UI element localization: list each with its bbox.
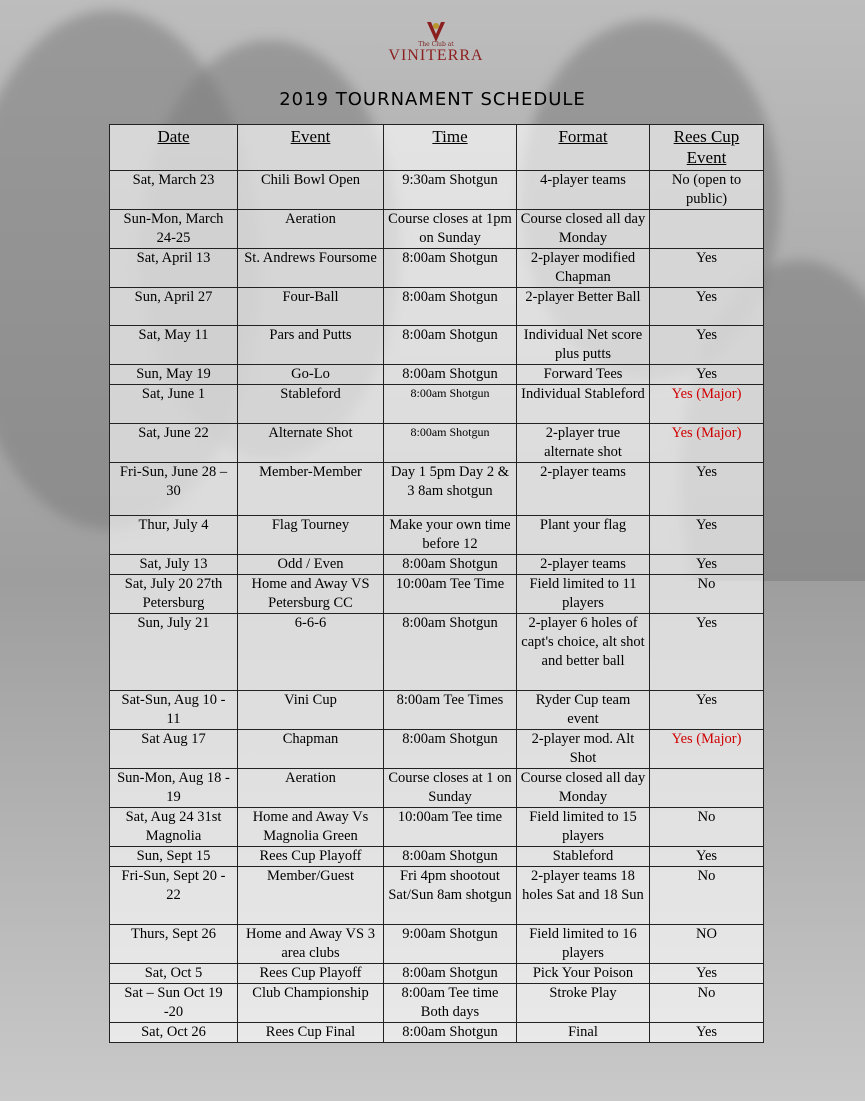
table-row — [110, 365, 764, 385]
cell-rees-cup: Yes — [650, 288, 764, 326]
cell-rees-cup: No — [650, 867, 764, 925]
cell-time: Make your own time before 12 — [384, 516, 517, 555]
cell-date: Fri-Sun, June 28 – 30 — [110, 463, 238, 516]
cell-time: 8:00am Shotgun — [384, 555, 517, 575]
cell-date: Sun-Mon, March 24-25 — [110, 210, 238, 249]
cell-event: Chili Bowl Open — [238, 171, 384, 210]
cell-format: Ryder Cup team event — [517, 691, 650, 730]
cell-rees-cup: Yes — [650, 1023, 764, 1043]
cell-time: 8:00am Shotgun — [384, 385, 517, 424]
table-row — [110, 555, 764, 575]
cell-event: Vini Cup — [238, 691, 384, 730]
cell-date: Sun, July 21 — [110, 614, 238, 691]
cell-time: 8:00am Shotgun — [384, 326, 517, 365]
cell-rees-cup: Yes — [650, 365, 764, 385]
cell-date: Thurs, Sept 26 — [110, 925, 238, 964]
cell-date: Sat, Aug 24 31st Magnolia — [110, 808, 238, 847]
cell-time: 8:00am Tee time Both days — [384, 984, 517, 1023]
table-row — [110, 925, 764, 964]
cell-time: 9:30am Shotgun — [384, 171, 517, 210]
col-header-rees: Rees Cup Event — [650, 125, 764, 171]
cell-format: 2-player teams — [517, 555, 650, 575]
cell-event: Member/Guest — [238, 867, 384, 925]
cell-time: 10:00am Tee time — [384, 808, 517, 847]
cell-date: Sat-Sun, Aug 10 - 11 — [110, 691, 238, 730]
cell-date: Thur, July 4 — [110, 516, 238, 555]
cell-event: Odd / Even — [238, 555, 384, 575]
cell-date: Sat, March 23 — [110, 171, 238, 210]
cell-date: Sat, July 13 — [110, 555, 238, 575]
cell-format: Stroke Play — [517, 984, 650, 1023]
table-row — [110, 210, 764, 249]
cell-format: 2-player Better Ball — [517, 288, 650, 326]
cell-event: Flag Tourney — [238, 516, 384, 555]
table-row — [110, 808, 764, 847]
cell-rees-cup: NO — [650, 925, 764, 964]
cell-rees-cup: Yes — [650, 691, 764, 730]
table-row — [110, 575, 764, 614]
cell-format: Pick Your Poison — [517, 964, 650, 984]
cell-event: Aeration — [238, 769, 384, 808]
cell-format: 2-player 6 holes of capt's choice, alt shot and better ball — [517, 614, 650, 691]
cell-date: Sat, July 20 27th Petersburg — [110, 575, 238, 614]
cell-event: Aeration — [238, 210, 384, 249]
col-header-event: Event — [238, 125, 384, 171]
cell-format: 4-player teams — [517, 171, 650, 210]
cell-event: St. Andrews Foursome — [238, 249, 384, 288]
cell-event: Rees Cup Final — [238, 1023, 384, 1043]
cell-time: 8:00am Shotgun — [384, 249, 517, 288]
cell-format: Field limited to 16 players — [517, 925, 650, 964]
cell-event: Home and Away VS Petersburg CC — [238, 575, 384, 614]
table-header-row — [110, 125, 764, 171]
cell-event: Club Championship — [238, 984, 384, 1023]
cell-rees-cup: No — [650, 575, 764, 614]
cell-format: 2-player true alternate shot — [517, 424, 650, 463]
cell-rees-cup: Yes (Major) — [650, 385, 764, 424]
cell-date: Sat, Oct 5 — [110, 964, 238, 984]
cell-date: Sat – Sun Oct 19 -20 — [110, 984, 238, 1023]
cell-format: 2-player teams 18 holes Sat and 18 Sun — [517, 867, 650, 925]
col-header-date: Date — [110, 125, 238, 171]
cell-rees-cup: No — [650, 808, 764, 847]
table-body — [110, 171, 764, 1043]
cell-date: Sat, June 22 — [110, 424, 238, 463]
col-header-format: Format — [517, 125, 650, 171]
col-header-time: Time — [384, 125, 517, 171]
cell-rees-cup — [650, 210, 764, 249]
table-row — [110, 730, 764, 769]
cell-event: Home and Away VS 3 area clubs — [238, 925, 384, 964]
cell-time: 8:00am Shotgun — [384, 964, 517, 984]
table-row — [110, 171, 764, 210]
table-row — [110, 516, 764, 555]
cell-format: Individual Net score plus putts — [517, 326, 650, 365]
cell-format: Forward Tees — [517, 365, 650, 385]
logo-tagline: The Club at — [418, 41, 454, 48]
cell-format: Final — [517, 1023, 650, 1043]
cell-format: Individual Stableford — [517, 385, 650, 424]
cell-rees-cup: No (open to public) — [650, 171, 764, 210]
cell-rees-cup: Yes — [650, 326, 764, 365]
cell-event: Alternate Shot — [238, 424, 384, 463]
cell-time: 8:00am Shotgun — [384, 424, 517, 463]
cell-time: 10:00am Tee Time — [384, 575, 517, 614]
table-row — [110, 1023, 764, 1043]
cell-date: Sun, April 27 — [110, 288, 238, 326]
cell-time: Fri 4pm shootout Sat/Sun 8am shotgun — [384, 867, 517, 925]
cell-format: Plant your flag — [517, 516, 650, 555]
table-row — [110, 691, 764, 730]
cell-event: Rees Cup Playoff — [238, 847, 384, 867]
cell-date: Sat, May 11 — [110, 326, 238, 365]
cell-event: 6-6-6 — [238, 614, 384, 691]
table-row — [110, 385, 764, 424]
table-row — [110, 867, 764, 925]
cell-date: Sat Aug 17 — [110, 730, 238, 769]
cell-event: Four-Ball — [238, 288, 384, 326]
cell-time: Course closes at 1 on Sunday — [384, 769, 517, 808]
cell-date: Sun, Sept 15 — [110, 847, 238, 867]
table-row — [110, 614, 764, 691]
cell-date: Sat, Oct 26 — [110, 1023, 238, 1043]
cell-time: 8:00am Shotgun — [384, 730, 517, 769]
cell-format: 2-player modified Chapman — [517, 249, 650, 288]
cell-event: Rees Cup Playoff — [238, 964, 384, 984]
cell-event: Home and Away Vs Magnolia Green — [238, 808, 384, 847]
cell-rees-cup: No — [650, 984, 764, 1023]
cell-format: Field limited to 11 players — [517, 575, 650, 614]
cell-format: Field limited to 15 players — [517, 808, 650, 847]
table-row — [110, 249, 764, 288]
cell-rees-cup: Yes — [650, 516, 764, 555]
cell-time: 8:00am Shotgun — [384, 847, 517, 867]
cell-format: Course closed all day Monday — [517, 210, 650, 249]
cell-event: Member-Member — [238, 463, 384, 516]
cell-event: Go-Lo — [238, 365, 384, 385]
table-row — [110, 964, 764, 984]
cell-time: 8:00am Shotgun — [384, 365, 517, 385]
cell-rees-cup — [650, 769, 764, 808]
cell-date: Sun-Mon, Aug 18 - 19 — [110, 769, 238, 808]
table-row — [110, 463, 764, 516]
table-row — [110, 769, 764, 808]
cell-time: 8:00am Shotgun — [384, 288, 517, 326]
table-row — [110, 288, 764, 326]
cell-time: Day 1 5pm Day 2 & 3 8am shotgun — [384, 463, 517, 516]
cell-time: Course closes at 1pm on Sunday — [384, 210, 517, 249]
cell-event: Stableford — [238, 385, 384, 424]
cell-time: 8:00am Shotgun — [384, 1023, 517, 1043]
cell-date: Sat, June 1 — [110, 385, 238, 424]
table-row — [110, 326, 764, 365]
cell-time: 9:00am Shotgun — [384, 925, 517, 964]
cell-rees-cup: Yes (Major) — [650, 424, 764, 463]
club-logo — [383, 20, 489, 74]
table-row — [110, 424, 764, 463]
cell-event: Pars and Putts — [238, 326, 384, 365]
cell-date: Fri-Sun, Sept 20 - 22 — [110, 867, 238, 925]
cell-format: 2-player mod. Alt Shot — [517, 730, 650, 769]
tournament-table — [109, 124, 764, 1043]
cell-date: Sat, April 13 — [110, 249, 238, 288]
page-title: 2019 TOURNAMENT SCHEDULE — [279, 89, 586, 110]
cell-time: 8:00am Tee Times — [384, 691, 517, 730]
cell-rees-cup: Yes (Major) — [650, 730, 764, 769]
cell-format: Course closed all day Monday — [517, 769, 650, 808]
cell-rees-cup: Yes — [650, 555, 764, 575]
cell-rees-cup: Yes — [650, 964, 764, 984]
cell-rees-cup: Yes — [650, 614, 764, 691]
logo-brand: VINITERRA — [388, 47, 484, 64]
cell-rees-cup: Yes — [650, 847, 764, 867]
cell-format: 2-player teams — [517, 463, 650, 516]
cell-date: Sun, May 19 — [110, 365, 238, 385]
cell-rees-cup: Yes — [650, 249, 764, 288]
table-row — [110, 847, 764, 867]
table-row — [110, 984, 764, 1023]
cell-format: Stableford — [517, 847, 650, 867]
cell-rees-cup: Yes — [650, 463, 764, 516]
cell-event: Chapman — [238, 730, 384, 769]
cell-time: 8:00am Shotgun — [384, 614, 517, 691]
